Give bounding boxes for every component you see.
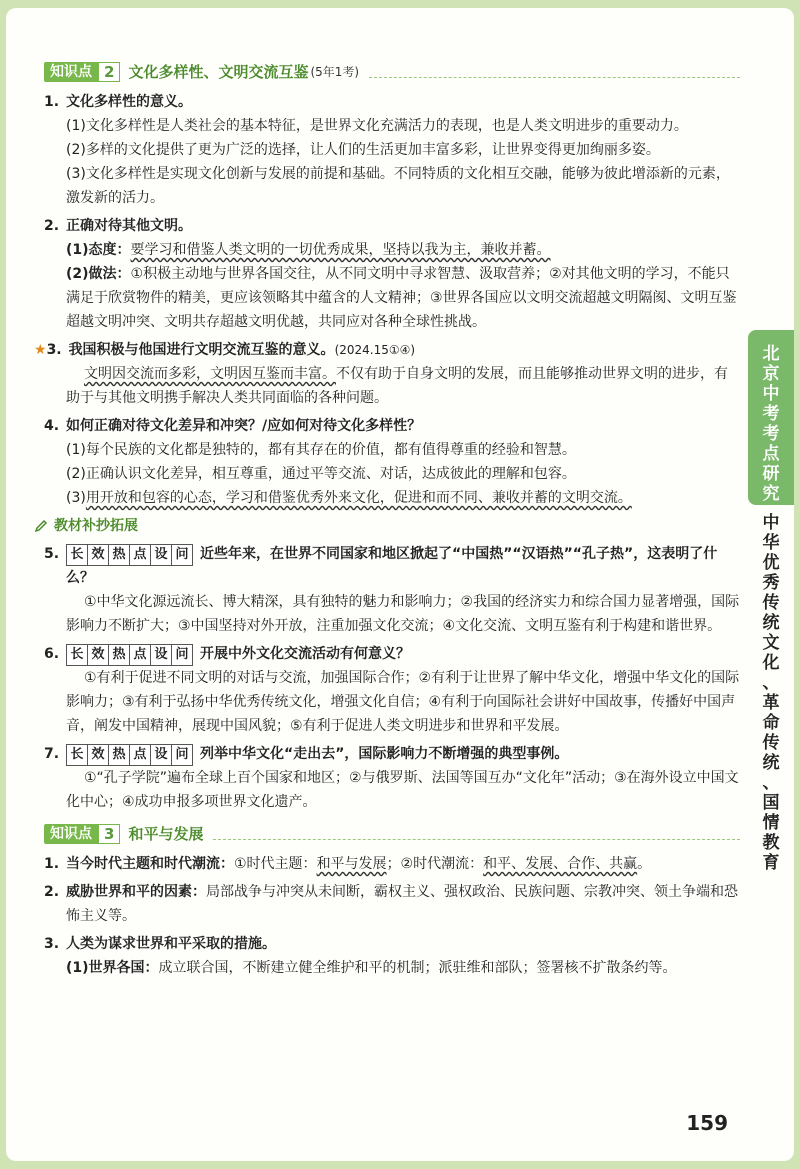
answer-text: 不仅有助于自身文明的发展，而且能够推动世界文明的进步，有助于与其他文明携手解决人类共同面临的各种问题。 xyxy=(66,366,728,406)
answer-label: (2)做法： xyxy=(66,266,131,282)
kp-title: 和平与发展 xyxy=(128,825,204,843)
key-point-text: 要学习和借鉴人类文明的一切优秀成果，坚持以我为主，兼收并蓄。 xyxy=(130,242,551,258)
punctuation: 。 xyxy=(637,856,652,872)
tag: 长 xyxy=(66,744,88,766)
tag: 设 xyxy=(150,644,172,666)
item-number: 3. xyxy=(44,936,60,952)
question-2 xyxy=(44,214,740,238)
question-number: 5. xyxy=(44,546,60,562)
question-5 xyxy=(44,542,740,590)
tag: 点 xyxy=(129,544,151,566)
tag: 热 xyxy=(108,544,130,566)
pencil-icon xyxy=(34,519,48,533)
question-number: 2. xyxy=(44,218,60,234)
section-header-kp3 xyxy=(44,822,740,846)
tag: 点 xyxy=(129,744,151,766)
item-2 xyxy=(44,880,740,928)
hot-topic-tags xyxy=(66,544,192,566)
tag: 效 xyxy=(87,544,109,566)
kp-badge: 知识点 xyxy=(44,62,98,82)
question-title: 列举中华文化“走出去”，国际影响力不断增强的典型事例。 xyxy=(200,746,569,762)
question-6 xyxy=(44,642,740,666)
answer-text: ①中华文化源远流长、博大精深，具有独特的魅力和影响力；②我国的经济实力和综合国力显著增强，国际影响力不断扩大；③中国坚持对外开放，注重加强文化交流；④文化交流、文明互鉴有利于构建和谐世界。 xyxy=(66,594,740,634)
side-tab-top-label: 北 京 中 考 考 点 研 究 xyxy=(762,344,780,504)
answer-text: ①“孔子学院”遍布全球上百个国家和地区；②与俄罗斯、法国等国互办“文化年”活动；③在海外设立中国文化中心；④成功申报多项世界文化遗产。 xyxy=(66,770,739,810)
answer-text: ①有利于促进不同文明的对话与交流，加强国际合作；②有利于让世界了解中华文化，增强中华文化的国际影响力；③有利于弘扬中华优秀传统文化，增强文化自信；④有利于向国际社会讲好中国故事，传播好中国声音，阐发中国精神，展现中国风貌；⑤有利于促进人类文明进步和世界和平发展。 xyxy=(66,670,740,734)
answer-item xyxy=(44,486,740,510)
item-label: ；②时代潮流： xyxy=(386,856,484,872)
answer-item: (3)文化多样性是实现文化创新与发展的前提和基础。不同特质的文化相互交融，能够为彼此增添新的元素，激发新的活力。 xyxy=(66,166,730,206)
answer-item xyxy=(44,238,740,262)
item-text: 局部战争与冲突从未间断，霸权主义、强权政治、民族问题、宗教冲突、领土争端和恐怖主义等。 xyxy=(66,884,738,924)
page-number: 159 xyxy=(686,1111,728,1135)
main-content xyxy=(34,56,740,980)
tag: 效 xyxy=(87,644,109,666)
item-1 xyxy=(44,852,740,876)
answer-item: (2)多样的文化提供了更为广泛的选择，让人们的生活更加丰富多彩，让世界变得更加绚丽多姿。 xyxy=(66,142,660,158)
question-title: 正确对待其他文明。 xyxy=(66,218,192,234)
tag: 热 xyxy=(108,644,130,666)
kp-exam-note: (5年1考) xyxy=(310,65,360,79)
key-point-text: 和平、发展、合作、共赢 xyxy=(483,856,638,872)
page xyxy=(6,8,794,1161)
tag: 长 xyxy=(66,544,88,566)
question-3 xyxy=(34,338,740,362)
tag: 设 xyxy=(150,544,172,566)
question-title: 近些年来，在世界不同国家和地区掀起了“中国热”“汉语热”“孔子热”，这表明了什么？ xyxy=(66,546,718,586)
item-3 xyxy=(44,932,740,956)
tag: 问 xyxy=(171,644,193,666)
question-number: 6. xyxy=(44,646,60,662)
exam-note: (2024.15①④) xyxy=(334,343,416,357)
question-7 xyxy=(44,742,740,766)
item-number: 1. xyxy=(44,856,60,872)
answer-item: (1)每个民族的文化都是独特的，都有其存在的价值，都有值得尊重的经验和智慧。 xyxy=(66,442,576,458)
item-title: 人类为谋求世界和平采取的措施。 xyxy=(66,936,276,952)
item-number: 2. xyxy=(44,884,60,900)
question-4 xyxy=(44,414,740,438)
side-tab-bottom-label: 中 华 优 秀 传 统 文 化 、 革 命 传 统 、 国 情 教 育 xyxy=(762,513,780,873)
section-header-kp2 xyxy=(44,60,740,84)
tag: 问 xyxy=(171,744,193,766)
key-point-text: 和平与发展 xyxy=(316,856,387,872)
question-title: 文化多样性的意义。 xyxy=(66,94,192,110)
question-title: 开展中外文化交流活动有何意义？ xyxy=(200,646,410,662)
answer-text: ①积极主动地与世界各国交往，从不同文明中寻求智慧、汲取营养；②对其他文明的学习，不能只满足于欣赏物件的精美，更应该领略其中蕴含的人文精神；③世界各国应以文明交流超越文明隔阂、文明互鉴超越文明冲突、文明共存超越文明优越，共同应对各种全球性挑战。 xyxy=(66,266,737,330)
item-label: ①时代主题： xyxy=(234,856,317,872)
tag: 设 xyxy=(150,744,172,766)
tag: 问 xyxy=(171,544,193,566)
hot-topic-tags xyxy=(66,644,192,666)
answer-item xyxy=(44,956,740,980)
item-title: 当今时代主题和时代潮流： xyxy=(66,856,234,872)
item-title: 威胁世界和平的因素： xyxy=(66,884,206,900)
kp-title: 文化多样性、文明交流互鉴 xyxy=(128,63,309,81)
answer-text: 成立联合国，不断建立健全维护和平的机制；派驻维和部队；签署核不扩散条约等。 xyxy=(158,960,677,976)
kp-number: 3 xyxy=(98,824,120,844)
question-title: 我国积极与他国进行文明交流互鉴的意义。 xyxy=(68,342,335,358)
tag: 效 xyxy=(87,744,109,766)
tag: 长 xyxy=(66,644,88,666)
question-1 xyxy=(44,90,740,114)
answer-label: (1)态度： xyxy=(66,242,131,258)
answer-item xyxy=(44,262,740,334)
divider xyxy=(213,829,740,840)
kp-badge: 知识点 xyxy=(44,824,98,844)
key-point-text: 文明因交流而多彩，文明因互鉴而丰富。 xyxy=(84,366,336,382)
answer-item: (1)文化多样性是人类社会的基本特征，是世界文化充满活力的表现，也是人类文明进步的重要动力。 xyxy=(66,118,688,134)
tag: 点 xyxy=(129,644,151,666)
answer-label: (3) xyxy=(66,490,86,506)
question-number: 1. xyxy=(44,94,60,110)
question-number: 7. xyxy=(44,746,60,762)
star-icon: ★ xyxy=(34,342,47,358)
answer-item: (2)正确认识文化差异，相互尊重，通过平等交流、对话，达成彼此的理解和包容。 xyxy=(66,466,576,482)
question-number: 4. xyxy=(44,418,60,434)
question-title: 如何正确对待文化差异和冲突？/应如何对待文化多样性？ xyxy=(66,418,422,434)
kp-number: 2 xyxy=(98,62,120,82)
extension-title: 教材补抄拓展 xyxy=(54,518,138,534)
hot-topic-tags xyxy=(66,744,192,766)
question-number: 3. xyxy=(46,342,62,358)
divider xyxy=(369,67,740,78)
key-point-text: 用开放和包容的心态，学习和借鉴优秀外来文化，促进和而不同、兼收并蓄的文明交流。 xyxy=(85,490,632,506)
tag: 热 xyxy=(108,744,130,766)
extension-header xyxy=(34,514,740,538)
answer-label: (1)世界各国： xyxy=(66,960,159,976)
answer-item xyxy=(44,362,740,410)
